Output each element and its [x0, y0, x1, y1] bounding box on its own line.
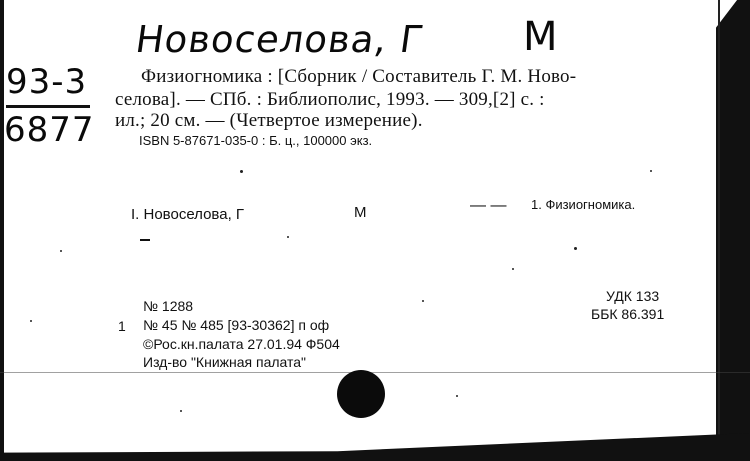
scan-speck: [422, 300, 424, 302]
handwritten-call-number-top: 93-3: [6, 62, 88, 102]
registry-line-4: Изд-во "Книжная палата": [143, 354, 307, 370]
punch-hole: [337, 370, 385, 418]
registry-line-2: № 45 № 485 [93-30362] п оф: [143, 317, 330, 333]
registry-line-3: ©Рос.кн.палата 27.01.94 Ф504: [143, 336, 340, 352]
handwritten-mark: М: [523, 14, 558, 60]
scan-speck: [287, 236, 289, 238]
scan-speck: [180, 410, 182, 412]
description-line-1: Физиогномика : [Сборник / Составитель Г. М. Ново-: [141, 66, 577, 87]
scan-border-right: [716, 0, 750, 461]
tracing-subject: 1. Физиогномика.: [531, 197, 636, 212]
scan-speck: [240, 170, 243, 173]
scan-border-left: [0, 0, 4, 461]
tracing-author: I. Новоселова, Г: [131, 206, 245, 223]
stray-dash-mark: [140, 239, 150, 241]
handwritten-call-number-bottom: 6877: [4, 110, 95, 150]
call-number-divider: [6, 105, 90, 108]
scan-speck: [456, 395, 458, 397]
description-line-3: ил.; 20 см. — (Четвертое измерение).: [115, 110, 423, 131]
isbn-line: ISBN 5-87671-035-0 : Б. ц., 100000 экз.: [139, 133, 373, 148]
tracing-mark: М: [354, 204, 367, 221]
handwritten-author: Новоселова, Г: [132, 18, 427, 61]
scan-speck: [30, 320, 32, 322]
scan-speck: [574, 247, 577, 250]
scan-border-bottom: [0, 433, 750, 461]
registry-number: № 1288: [143, 298, 194, 314]
scan-speck: [512, 268, 514, 270]
card-bottom-rule: [0, 372, 750, 373]
udk-code: УДК 133: [606, 288, 660, 304]
scan-speck: [650, 170, 652, 172]
description-line-2: селова]. — СПб. : Библиополис, 1993. — 309,[2] с. :: [115, 89, 545, 110]
registry-count: 1: [118, 318, 126, 334]
tracing-dash: — —: [470, 197, 507, 214]
scan-border-right-inner: [718, 0, 720, 461]
scan-speck: [60, 250, 62, 252]
bbk-code: ББК 86.391: [591, 306, 665, 322]
